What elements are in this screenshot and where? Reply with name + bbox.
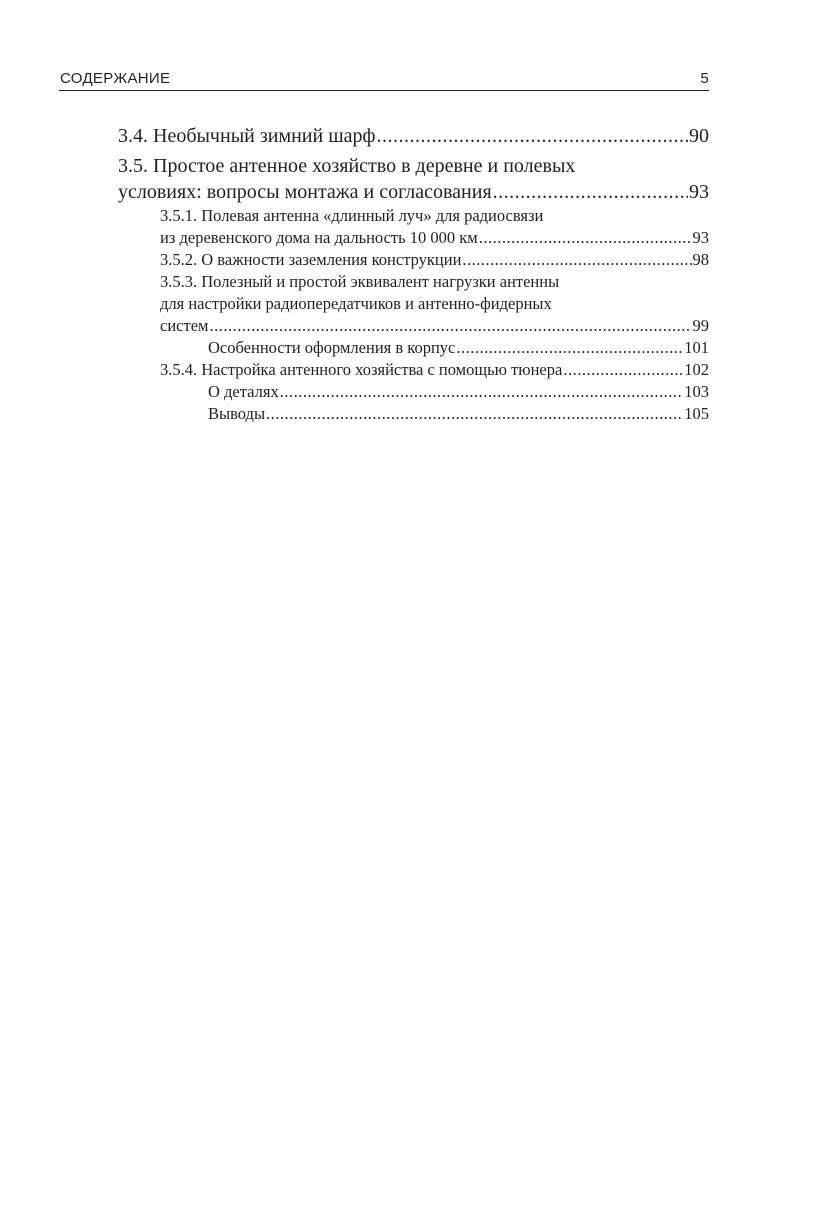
dot-leader <box>493 179 688 205</box>
dot-leader <box>456 337 683 359</box>
toc-entry-page: 93 <box>689 181 709 203</box>
toc-entry-page: 102 <box>684 360 709 379</box>
toc-entry-page: 90 <box>689 125 709 147</box>
table-of-contents <box>118 123 709 425</box>
toc-entry-housing <box>118 337 709 359</box>
toc-entry-page: 98 <box>692 250 709 269</box>
toc-entry-conclusions <box>118 403 709 425</box>
toc-entry-title: 3.5.2. О важности заземления конструкции <box>160 250 462 269</box>
toc-entry-page: 101 <box>684 338 709 357</box>
toc-entry-page: 99 <box>692 316 709 335</box>
toc-entry-3-4 <box>118 123 709 149</box>
toc-entry-title: условиях: вопросы монтажа и согласования <box>118 181 492 203</box>
dot-leader <box>280 381 684 403</box>
running-header <box>59 67 709 91</box>
toc-entry-title-line: 3.5.1. Полевая антенна «длинный луч» для радиосвязи <box>160 206 544 225</box>
toc-entry-title: из деревенского дома на дальность 10 000 км <box>160 228 478 247</box>
dot-leader <box>462 249 691 271</box>
dot-leader <box>479 227 692 249</box>
toc-entry-title: Выводы <box>208 404 266 423</box>
dot-leader <box>266 403 683 425</box>
toc-entry-3-5 <box>118 153 709 205</box>
toc-entry-page: 103 <box>684 382 709 401</box>
toc-entry-title-line: для настройки радиопередатчиков и антенно-фидерных <box>160 294 552 313</box>
toc-entry-title: 3.4. Необычный зимний шарф <box>118 125 376 147</box>
toc-entry-title-line: 3.5.3. Полезный и простой эквивалент нагрузки антенны <box>160 272 560 291</box>
toc-entry-3-5-3 <box>118 271 709 337</box>
toc-entry-3-5-4 <box>118 359 709 381</box>
toc-entry-page: 105 <box>684 404 709 423</box>
dot-leader <box>209 315 691 337</box>
header-title: СОДЕРЖАНИЕ <box>60 70 171 87</box>
toc-entry-3-5-1 <box>118 205 709 249</box>
toc-entry-title-line: 3.5. Простое антенное хозяйство в деревне и полевых <box>118 155 576 177</box>
toc-entry-3-5-2 <box>118 249 709 271</box>
toc-entry-title: О деталях <box>208 382 279 401</box>
toc-entry-page: 93 <box>692 228 709 247</box>
toc-entry-title: систем <box>160 316 209 335</box>
toc-entry-details <box>118 381 709 403</box>
dot-leader <box>376 123 688 149</box>
toc-entry-title: 3.5.4. Настройка антенного хозяйства с помощью тюнера <box>160 360 563 379</box>
header-page-number: 5 <box>700 70 709 87</box>
toc-entry-title: Особенности оформления в корпус <box>208 338 456 357</box>
dot-leader <box>563 359 683 381</box>
